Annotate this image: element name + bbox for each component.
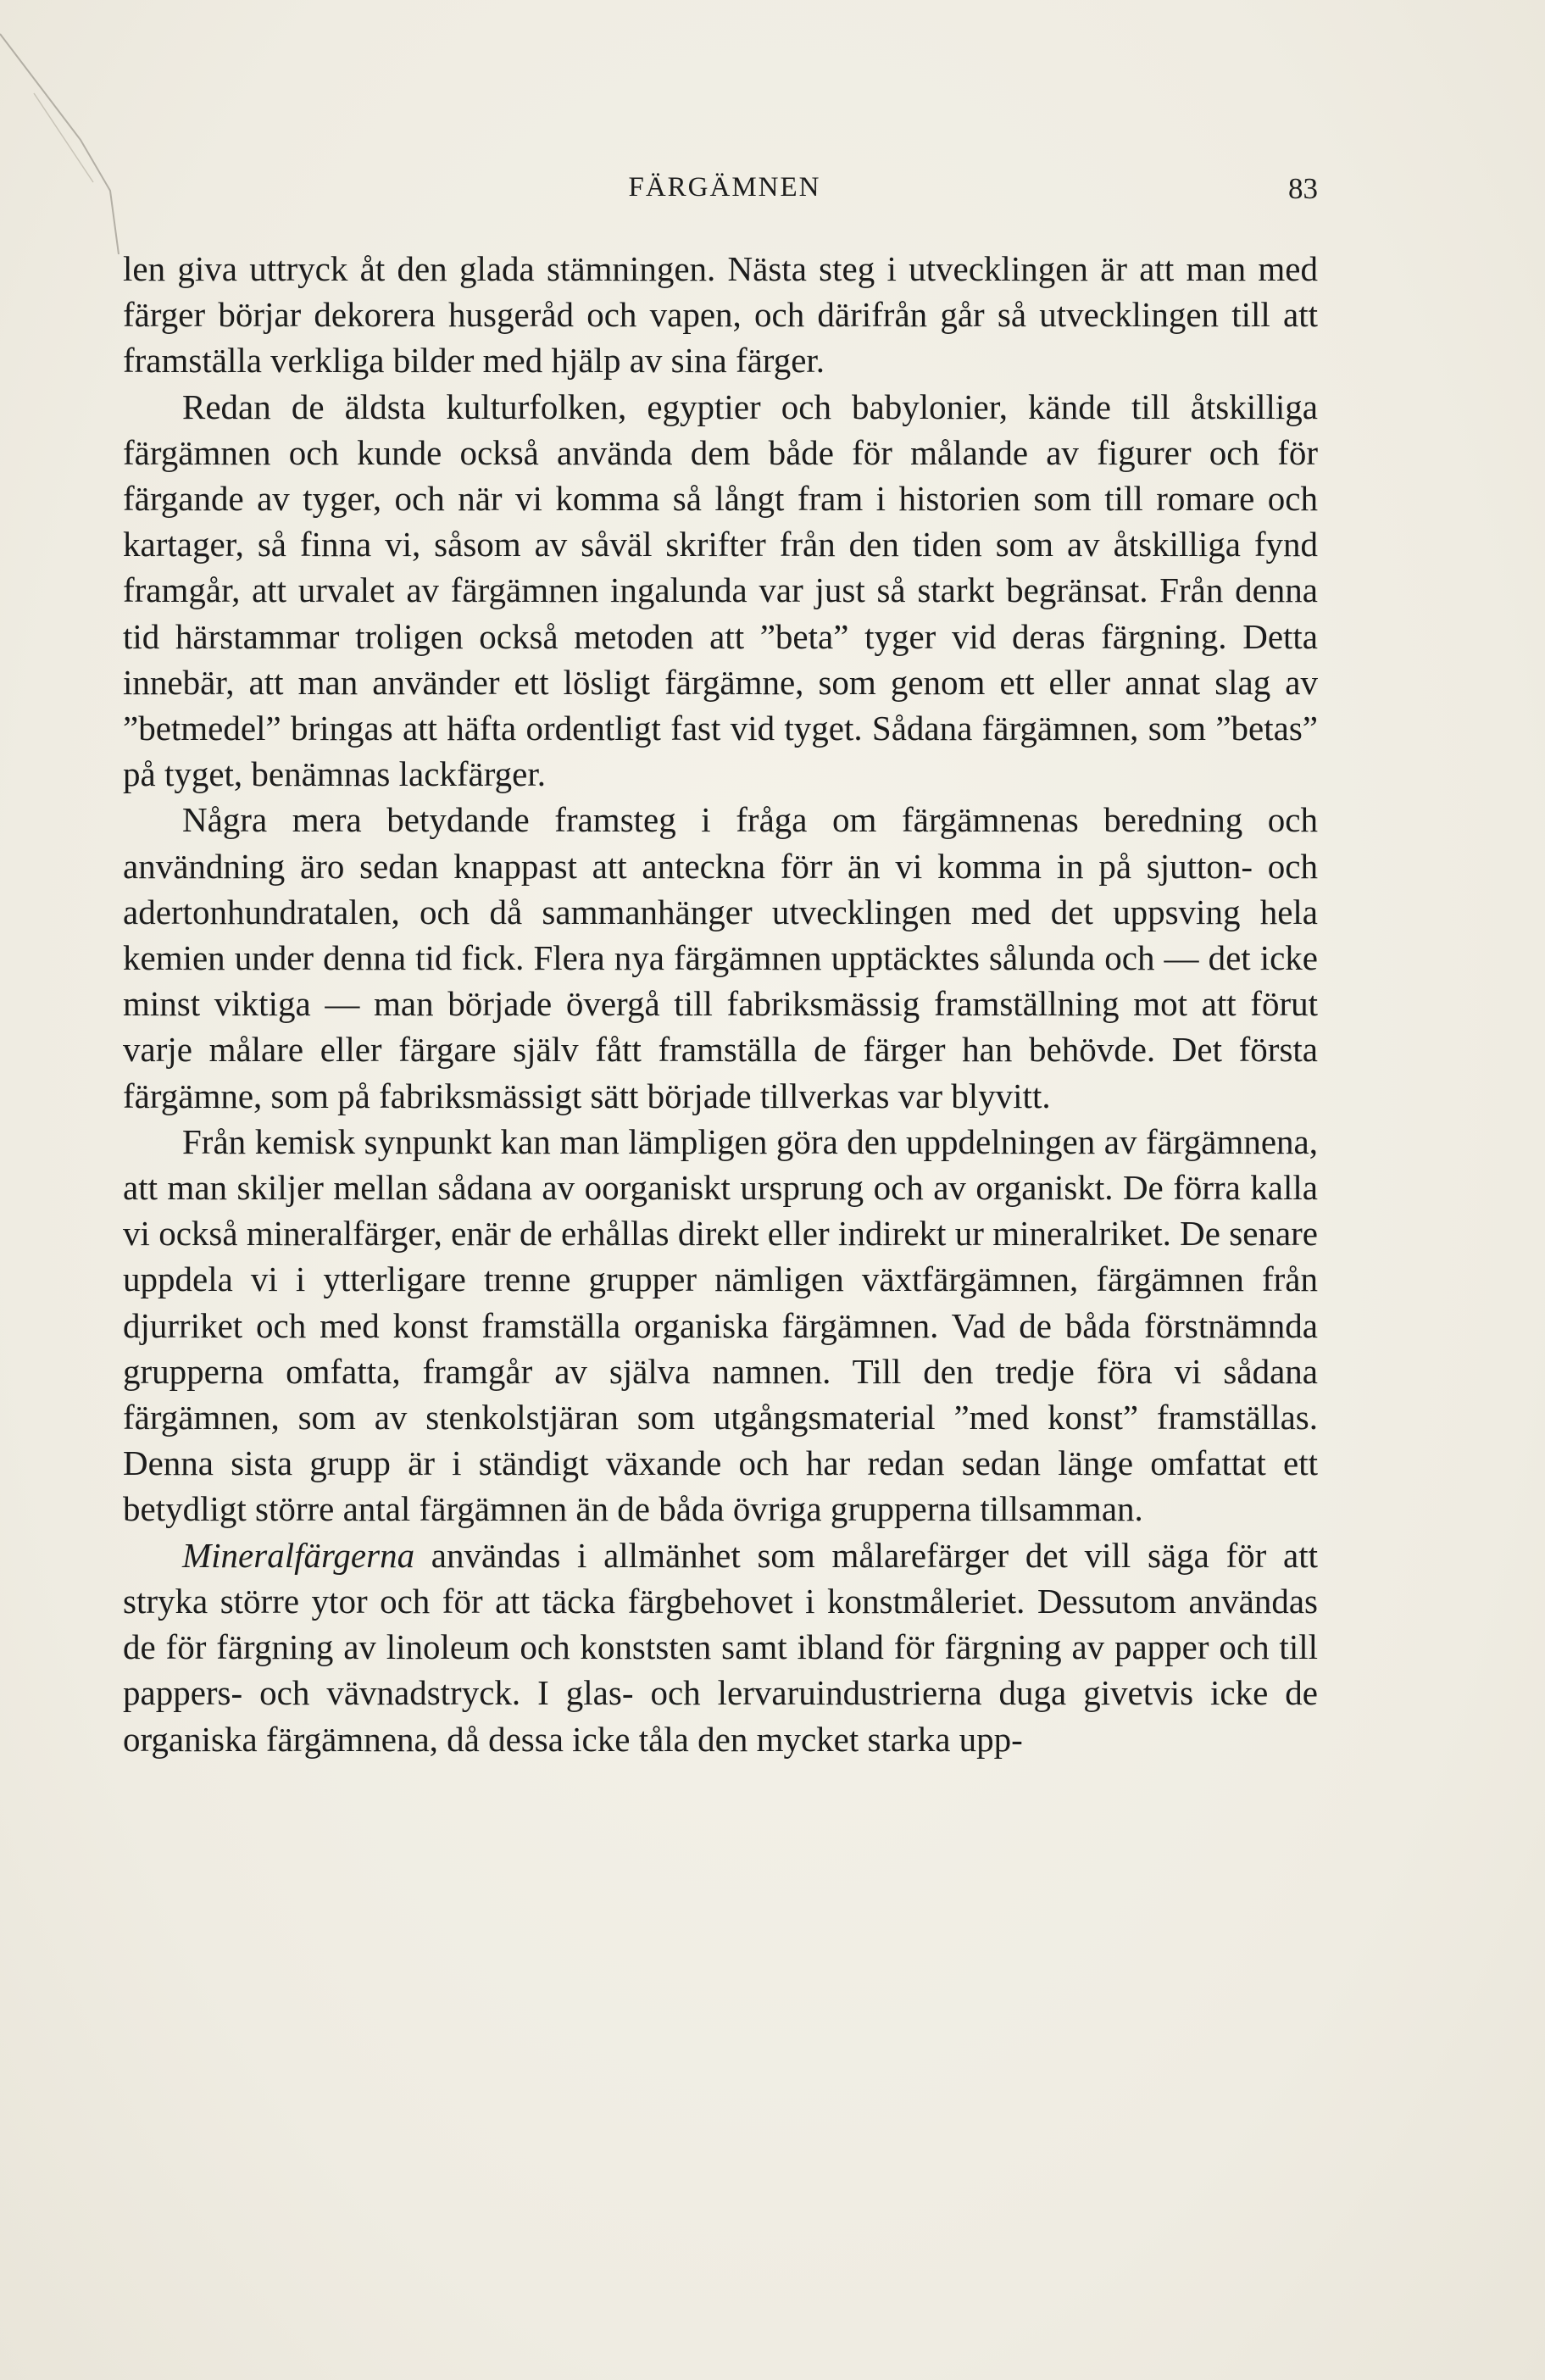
running-title: FÄRGÄMNEN	[628, 172, 821, 203]
paragraph: len giva uttryck åt den glada stämningen. Nästa steg i utvecklingen är att man med färger börjar dekorera husgeråd och vapen, och därifrån går så utvecklingen till att framställa verkliga bilder med hjälp av sina färger.	[123, 249, 1318, 381]
page-crease-mark	[0, 0, 254, 271]
paragraph	[123, 1532, 1318, 1762]
paragraph: Några mera betydande framsteg i fråga om färgämnenas beredning och användning äro sedan knappast att anteckna förr än vi komma in på sjutton- och adertonhundratalen, och då sammanhänger utvecklingen med det uppsving hela kemien under denna tid fick. Flera nya färgämnen upptäcktes sålunda och — det icke minst viktiga — man började övergå till fabriksmässig framställning mot att förut varje målare eller färgare själv fått framställa de färger han behövde. Det första färgämne, som på fabriksmässigt sätt började tillverkas var blyvitt.	[123, 800, 1318, 1115]
page-number: 83	[1288, 172, 1318, 205]
page-header	[123, 172, 1326, 214]
body-text	[123, 246, 1318, 1762]
paragraph: Redan de äldsta kulturfolken, egyptier och babylonier, kände till åtskilliga färgämnen och kunde också använda dem både för målande av figurer och för färgande av tyger, och när vi komma så långt fram i historien som till romare och kartager, så finna vi, såsom av såväl skrifter från den tiden som av åtskilliga fynd framgår, att urvalet av färgämnen ingalunda var just så starkt begränsat. Från denna tid härstammar troligen också metoden att ”beta” tyger vid deras färgning. Detta innebär, att man använder ett lösligt färgämne, som genom ett eller annat slag av ”betmedel” bringas att häfta ordentligt fast vid tyget. Sådana färgämnen, som ”betas” på tyget, benämnas lackfärger.	[123, 386, 1318, 794]
paragraph-text: användas i allmänhet som målarefärger det vill säga för att stryka större ytor och för att täcka färgbehovet i konstmåleriet. Dessutom användas de för färgning av linoleum och konststen samt ibland för färgning av papper och till pappers- och vävnadstryck. I glas- och lervaruindustrierna duga givetvis icke de organiska färgämnena, då dessa icke tåla den mycket starka upp-	[123, 1535, 1318, 1759]
italic-term: Mineralfärgerna	[182, 1535, 415, 1575]
paragraph: Från kemisk synpunkt kan man lämpligen göra den uppdelningen av färgämnena, att man skiljer mellan sådana av oorganiskt ursprung och av organiskt. De förra kalla vi också mineralfärger, enär de erhållas direkt eller indirekt ur mineralriket. De senare uppdela vi i ytterligare trenne grupper nämligen växtfärgämnen, färgämnen från djurriket och med konst framställa organiska färgämnen. Vad de båda förstnämnda grupperna omfatta, framgår av själva namnen. Till den tredje föra vi sådana färgämnen, som av stenkolstjäran som utgångsmaterial ”med konst” framställas. Denna sista grupp är i ständigt växande och har redan sedan länge omfattat ett betydligt större antal färgämnen än de båda övriga grupperna tillsamman.	[123, 1121, 1318, 1529]
